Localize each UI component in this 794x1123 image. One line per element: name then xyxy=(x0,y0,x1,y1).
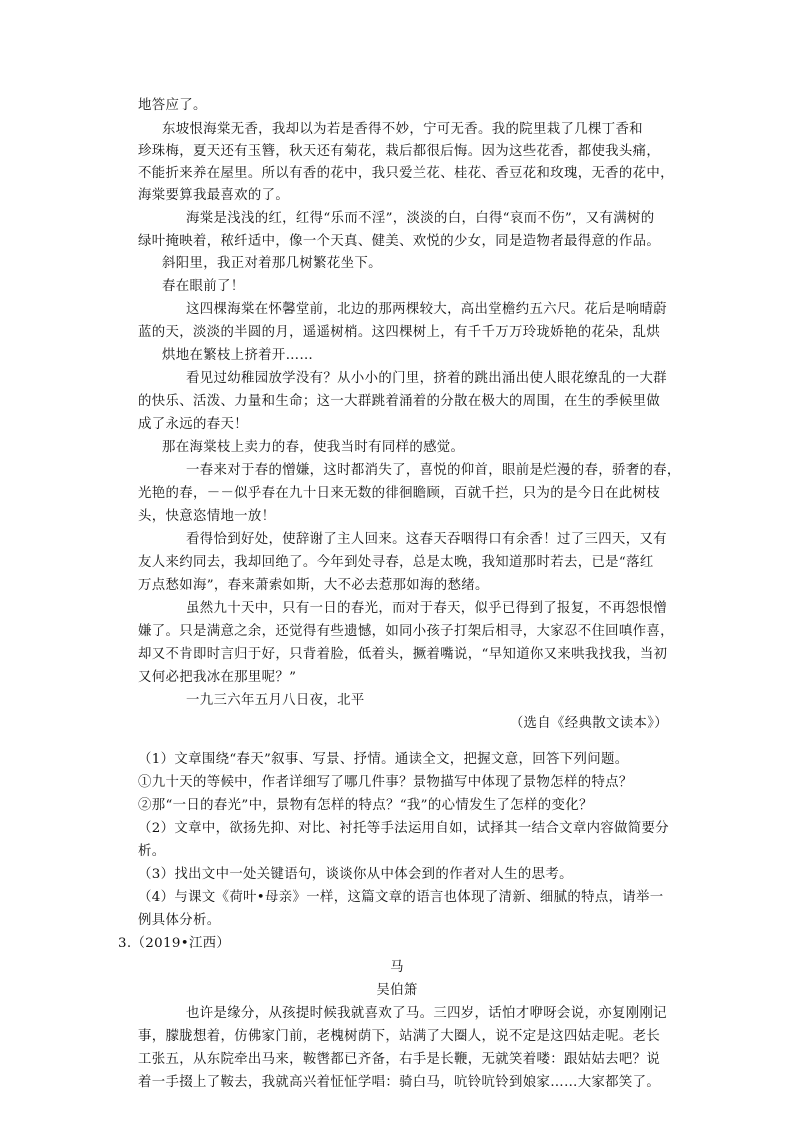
essay-line: 看得恰到好处，使辞谢了主人回来。这春天吞咽得口有余香！过了三四天，又有 xyxy=(186,532,667,547)
question-3: （3）找出文中一处关键语句，谈谈你从中体会到的作者对人生的思考。 xyxy=(138,867,573,882)
essay-line: 斜阳里，我正对着那几树繁花坐下。 xyxy=(162,256,382,271)
essay-line: 光艳的春，－－似乎春在九十日来无数的徘徊瞻顾，百就千拦，只为的是今日在此树枝 xyxy=(138,486,661,501)
passage-line: 也许是缘分，从孩提时候我就喜欢了马。三四岁，话怕才咿呀会说，亦复刚刚记 xyxy=(186,1006,667,1021)
essay-line: 春在眼前了！ xyxy=(162,279,245,294)
question-1-part-1: ①九十天的等候中，作者详细写了哪几件事？景物描写中体现了景物怎样的特点？ xyxy=(138,775,633,790)
essay-line: 看见过幼稚园放学没有？从小小的门里，挤着的跳出涌出使人眼花缭乱的一大群 xyxy=(186,371,667,386)
essay-line: 不能折来养在屋里。所以有香的花中，我只爱兰花、桂花、香豆花和玫瑰，无香的花中， xyxy=(138,166,674,181)
question-4-cont: 例具体分析。 xyxy=(138,913,221,928)
essay-line: 的快乐、活泼、力量和生命；这一大群跳着涌着的分散在极大的周围，在生的季候里做 xyxy=(138,394,661,409)
essay-line: 珍珠梅，夏天还有玉簪，秋天还有菊花，栽后都很后悔。因为这些花香，都使我头痛， xyxy=(138,144,661,159)
essay-line: 这四棵海棠在怀馨堂前，北边的那两棵较大，高出堂檐约五六尺。花后是响晴蔚 xyxy=(186,302,667,317)
essay-line: 成了永远的春天！ xyxy=(138,417,248,432)
passage-line: 工张五，从东院牵出马来，鞍辔都已齐备，右手是长鞭，无就笑着喽：跟姑姑去吧？说 xyxy=(138,1052,661,1067)
essay-line: 蓝的天，淡淡的半圆的月，遥遥树梢。这四棵树上，有千千万万玲珑娇艳的花朵，乱烘 xyxy=(138,325,661,340)
essay-line: 地答应了。 xyxy=(138,98,207,113)
passage-title: 马 xyxy=(390,960,404,975)
passage-line: 事，朦胧想着，仿佛家门前，老槐树荫下，站满了大圈人，说不定是这四姑走呢。老长 xyxy=(138,1029,661,1044)
question-4: （4）与课文《荷叶•母亲》一样，这篇文章的语言也体现了清新、细腻的特点，请举一 xyxy=(138,890,664,905)
question-2-cont: 析。 xyxy=(138,844,166,859)
essay-source: （选自《经典散文读本》） xyxy=(509,716,668,731)
question-2: （2）文章中，欲扬先抑、对比、衬托等手法运用自如，试择其一结合文章内容做简要分 xyxy=(138,821,670,836)
essay-line: 头，快意恣情地一放！ xyxy=(138,509,276,524)
essay-line: 海棠是浅浅的红，红得“乐而不淫”，淡淡的白，白得“哀而不伤”，又有满树的 xyxy=(186,211,655,226)
essay-line: 一春来对于春的憎嫌，这时都消失了，喜悦的仰首，眼前是烂漫的春，骄奢的春， xyxy=(186,463,681,478)
essay-line: 虽然九十天中，只有一日的春光，而对于春天，似乎已得到了报复，不再怨恨憎 xyxy=(186,601,667,616)
essay-line: 东坡恨海棠无香，我却以为若是香得不妙，宁可无香。我的院里栽了几棵丁香和 xyxy=(162,122,643,137)
essay-line: 却又不肯即时言归于好，只背着脸，低着头，撅着嘴说，“早知道你又来哄我找我，当初 xyxy=(138,647,668,662)
essay-line: 万点愁如海”，春来萧索如斯，大不必去惹那如海的愁绪。 xyxy=(138,578,489,593)
essay-line: 绿叶掩映着，秾纤适中，像一个天真、健美、欢悦的少女，同是造物者最得意的作品。 xyxy=(138,234,661,249)
essay-line: 那在海棠枝上卖力的春，使我当时有同样的感觉。 xyxy=(162,440,465,455)
question-1: （1）文章围绕“春天”叙事、写景、抒情。通读全文，把握文意，回答下列问题。 xyxy=(138,752,629,767)
essay-line: 海棠要算我最喜欢的了。 xyxy=(138,188,290,203)
passage-author: 吴伯箫 xyxy=(376,983,418,998)
question-1-part-2: ②那“一日的春光”中，景物有怎样的特点？“我”的心情发生了怎样的变化？ xyxy=(138,798,593,813)
passage-line: 着一手掇上了鞍去，我就高兴着怔怔学唱：骑白马，吭铃吭铃到娘家……大家都笑了。 xyxy=(138,1075,661,1090)
section-number: 3.（2019•江西） xyxy=(118,936,231,951)
essay-line: 嫌了。只是满意之余，还觉得有些遗憾，如同小孩子打架后相寻，大家忍不住回嗔作喜， xyxy=(138,624,674,639)
essay-line: 又何必把我冰在那里呢？” xyxy=(138,670,297,685)
essay-dateline: 一九三六年五月八日夜，北平 xyxy=(186,693,365,708)
essay-line: 友人来约同去，我却回绝了。今年到处寻春，总是太晚，我知道那时若去，已是“落红 xyxy=(138,555,654,570)
essay-line: 烘地在繁枝上挤着开…… xyxy=(162,348,314,363)
